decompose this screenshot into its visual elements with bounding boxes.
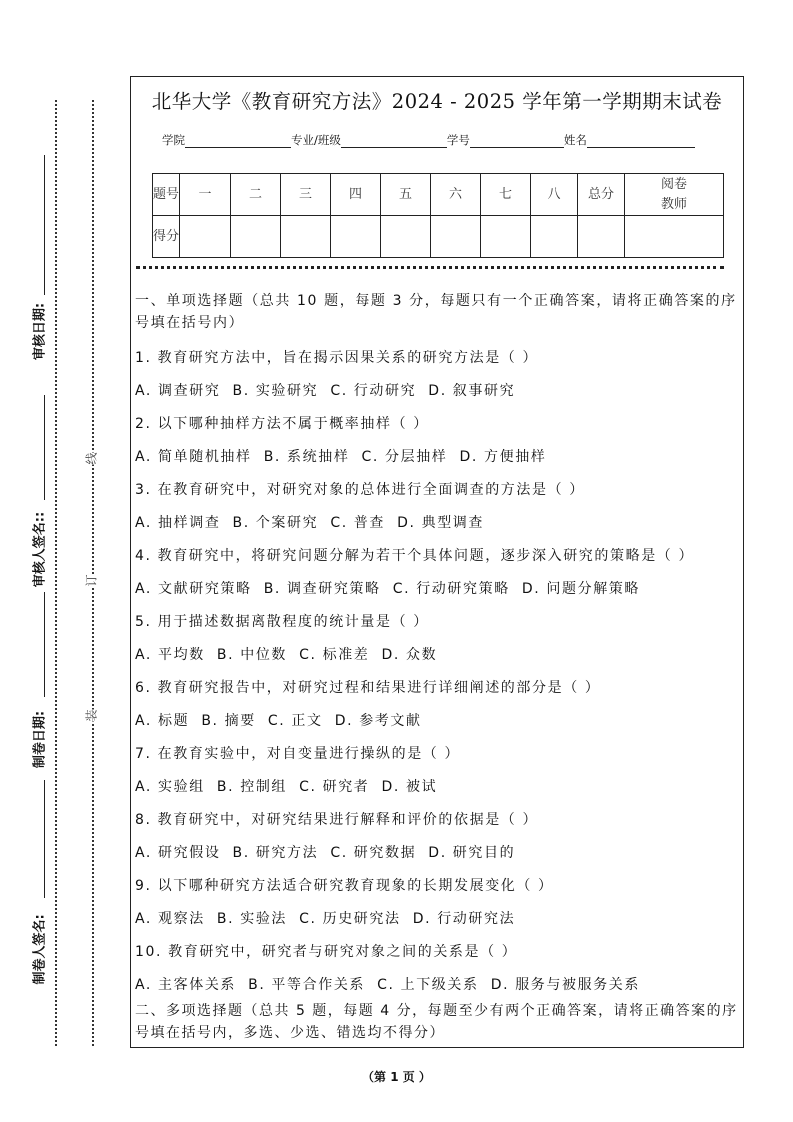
- name-field[interactable]: [587, 135, 695, 148]
- section-heading: 一、单项选择题（总共 10 题，每题 3 分，每题只有一个正确答案，请将正确答案的序号填在括号内）: [135, 293, 737, 331]
- score-cell[interactable]: [281, 216, 331, 258]
- question-text: 2. 以下哪种抽样方法不属于概率抽样（ ）: [135, 416, 429, 432]
- score-table-score-row: [153, 216, 724, 258]
- question-options: A. 调查研究 B. 实验研究 C. 行动研究 D. 叙事研究: [135, 383, 516, 399]
- reviewer-sign-line: [44, 395, 45, 500]
- col-3: 三: [281, 174, 331, 216]
- question-text: 1. 教育研究方法中，旨在揭示因果关系的研究方法是（ ）: [135, 350, 539, 366]
- col-grader: 阅卷教师: [625, 174, 724, 216]
- question-options: A. 文献研究策略 B. 调查研究策略 C. 行动研究策略 D. 问题分解策略: [135, 581, 640, 597]
- binding-dotted-line-outer: [55, 100, 57, 1046]
- score-cell[interactable]: [431, 216, 481, 258]
- question-options: A. 简单随机抽样 B. 系统抽样 C. 分层抽样 D. 方便抽样: [135, 449, 547, 465]
- compiler-sign-line: [44, 780, 45, 898]
- question-list: [135, 342, 740, 1002]
- score-table-header-row: [153, 174, 724, 216]
- question-text: 7. 在教育实验中，对自变量进行操纵的是（ ）: [135, 746, 461, 762]
- reviewer-sign-label: 审核人签名::: [32, 511, 48, 588]
- exam-title: 北华大学《教育研究方法》2024 - 2025 学年第一学期期末试卷: [151, 90, 723, 113]
- name-label: 姓名: [563, 133, 587, 147]
- question-text: 10. 教育研究中，研究者与研究对象之间的关系是（ ）: [135, 944, 518, 960]
- question-text: 5. 用于描述数据离散程度的统计量是（ ）: [135, 614, 429, 630]
- score-label: 得分: [153, 216, 180, 258]
- score-cell[interactable]: [331, 216, 381, 258]
- compile-date-label: 制卷日期:: [32, 710, 48, 769]
- college-label: 学院: [162, 133, 185, 147]
- major-class-label: 专业/班级: [291, 133, 341, 147]
- question-options: A. 实验组 B. 控制组 C. 研究者 D. 被试: [135, 779, 438, 795]
- section-multiple-choice-heading: 二、多项选择题（总共 5 题，每题 4 分，每题至少有两个正确答案，请将正确答案的序号填在括号内，多选、少选、错选均不得分）: [135, 1003, 738, 1041]
- section-single-choice: [135, 290, 740, 1002]
- question-options: A. 观察法 B. 实验法 C. 历史研究法 D. 行动研究法: [135, 911, 516, 927]
- question-options: A. 平均数 B. 中位数 C. 标准差 D. 众数: [135, 647, 438, 663]
- score-cell[interactable]: [231, 216, 281, 258]
- compile-date-line: [44, 592, 45, 697]
- col-4: 四: [331, 174, 381, 216]
- major-class-field[interactable]: [341, 135, 447, 148]
- col-5: 五: [381, 174, 431, 216]
- score-table: [152, 173, 724, 258]
- binding-mark-line: 线: [84, 452, 99, 465]
- student-info-row: [162, 132, 695, 148]
- col-total: 总分: [578, 174, 625, 216]
- score-cell[interactable]: [531, 216, 578, 258]
- col-7: 七: [481, 174, 531, 216]
- question-options: A. 主客体关系 B. 平等合作关系 C. 上下级关系 D. 服务与被服务关系: [135, 977, 640, 993]
- question-number-label: 题号: [153, 174, 180, 216]
- binding-mark-bind: 装: [84, 709, 99, 722]
- question-text: 4. 教育研究中，将研究问题分解为若干个具体问题，逐步深入研究的策略是（ ）: [135, 548, 695, 564]
- page-number: （第 1 页 ）: [362, 1070, 431, 1084]
- col-2: 二: [231, 174, 281, 216]
- question-text: 8. 教育研究中，对研究结果进行解释和评价的依据是（ ）: [135, 812, 539, 828]
- review-date-label: 审核日期:: [32, 302, 48, 361]
- col-6: 六: [431, 174, 481, 216]
- col-1: 一: [180, 174, 231, 216]
- review-date-line: [44, 155, 45, 295]
- compiler-sign-label: 制卷人签名:: [32, 914, 48, 985]
- question-options: A. 抽样调查 B. 个案研究 C. 普查 D. 典型调查: [135, 515, 484, 531]
- score-cell[interactable]: [381, 216, 431, 258]
- question-options: A. 研究假设 B. 研究方法 C. 研究数据 D. 研究目的: [135, 845, 516, 861]
- score-cell[interactable]: [625, 216, 724, 258]
- score-cell[interactable]: [180, 216, 231, 258]
- question-text: 9. 以下哪种研究方法适合研究教育现象的长期发展变化（ ）: [135, 878, 554, 894]
- student-id-label: 学号: [446, 133, 470, 147]
- question-text: 3. 在教育研究中，对研究对象的总体进行全面调查的方法是（ ）: [135, 482, 585, 498]
- score-cell[interactable]: [578, 216, 625, 258]
- binding-mark-staple: 订: [84, 574, 99, 587]
- question-text: 6. 教育研究报告中，对研究过程和结果进行详细阐述的部分是（ ）: [135, 680, 601, 696]
- separator-dotted-line: [136, 266, 724, 269]
- college-field[interactable]: [185, 135, 291, 148]
- score-cell[interactable]: [481, 216, 531, 258]
- col-8: 八: [531, 174, 578, 216]
- question-options: A. 标题 B. 摘要 C. 正文 D. 参考文献: [135, 713, 422, 729]
- student-id-field[interactable]: [470, 135, 564, 148]
- binding-dotted-line-inner: [92, 100, 94, 1046]
